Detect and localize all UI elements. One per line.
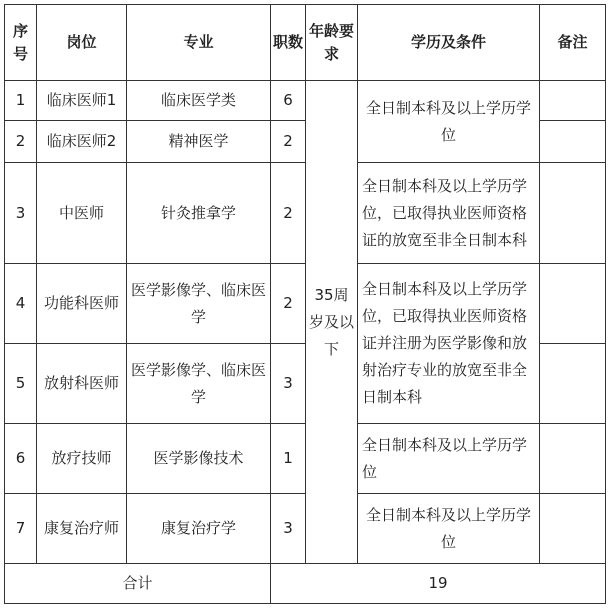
edu-cell: 全日制本科及以上学历学位 <box>358 494 540 564</box>
row-seq: 1 <box>5 81 37 121</box>
row-post: 临床医师1 <box>37 81 127 121</box>
remark-cell <box>540 424 606 494</box>
age-requirement-cell: 35周岁及以下 <box>306 81 358 564</box>
row-post: 功能科医师 <box>37 264 127 344</box>
total-value: 19 <box>271 564 606 604</box>
total-label: 合计 <box>5 564 271 604</box>
remark-cell <box>540 121 606 163</box>
remark-cell <box>540 81 606 121</box>
table-row <box>5 424 606 494</box>
edu-cell: 全日制本科及以上学历学位 <box>358 424 540 494</box>
header-count: 职数 <box>271 5 306 81</box>
header-age: 年龄要求 <box>306 5 358 81</box>
row-seq: 7 <box>5 494 37 564</box>
row-major: 医学影像学、临床医学 <box>127 344 271 424</box>
table-row <box>5 163 606 264</box>
row-count: 2 <box>271 264 306 344</box>
edu-cell: 全日制本科及以上学历学位 <box>358 81 540 163</box>
header-seq: 序号 <box>5 5 37 81</box>
table-row <box>5 494 606 564</box>
edu-cell: 全日制本科及以上学历学位，已取得执业医师资格证的放宽至非全日制本科 <box>358 163 540 264</box>
remark-cell <box>540 264 606 344</box>
row-major: 医学影像学、临床医学 <box>127 264 271 344</box>
row-major: 针灸推拿学 <box>127 163 271 264</box>
edu-cell: 全日制本科及以上学历学位，已取得执业医师资格证并注册为医学影像和放射治疗专业的放宽至非全日制本科 <box>358 264 540 424</box>
row-major: 医学影像技术 <box>127 424 271 494</box>
row-seq: 6 <box>5 424 37 494</box>
row-seq: 5 <box>5 344 37 424</box>
table-row <box>5 81 606 121</box>
row-post: 康复治疗师 <box>37 494 127 564</box>
row-major: 临床医学类 <box>127 81 271 121</box>
row-major: 精神医学 <box>127 121 271 163</box>
row-count: 2 <box>271 163 306 264</box>
header-remark: 备注 <box>540 5 606 81</box>
row-count: 2 <box>271 121 306 163</box>
row-count: 1 <box>271 424 306 494</box>
remark-cell <box>540 344 606 424</box>
remark-cell <box>540 494 606 564</box>
header-major: 专业 <box>127 5 271 81</box>
row-post: 放疗技师 <box>37 424 127 494</box>
row-count: 3 <box>271 494 306 564</box>
row-count: 6 <box>271 81 306 121</box>
recruitment-table <box>4 4 606 604</box>
row-seq: 2 <box>5 121 37 163</box>
row-post: 中医师 <box>37 163 127 264</box>
header-edu: 学历及条件 <box>358 5 540 81</box>
row-count: 3 <box>271 344 306 424</box>
remark-cell <box>540 163 606 264</box>
row-major: 康复治疗学 <box>127 494 271 564</box>
header-row <box>5 5 606 81</box>
row-seq: 4 <box>5 264 37 344</box>
total-row <box>5 564 606 604</box>
row-post: 临床医师2 <box>37 121 127 163</box>
row-seq: 3 <box>5 163 37 264</box>
header-post: 岗位 <box>37 5 127 81</box>
table-row <box>5 264 606 344</box>
row-post: 放射科医师 <box>37 344 127 424</box>
